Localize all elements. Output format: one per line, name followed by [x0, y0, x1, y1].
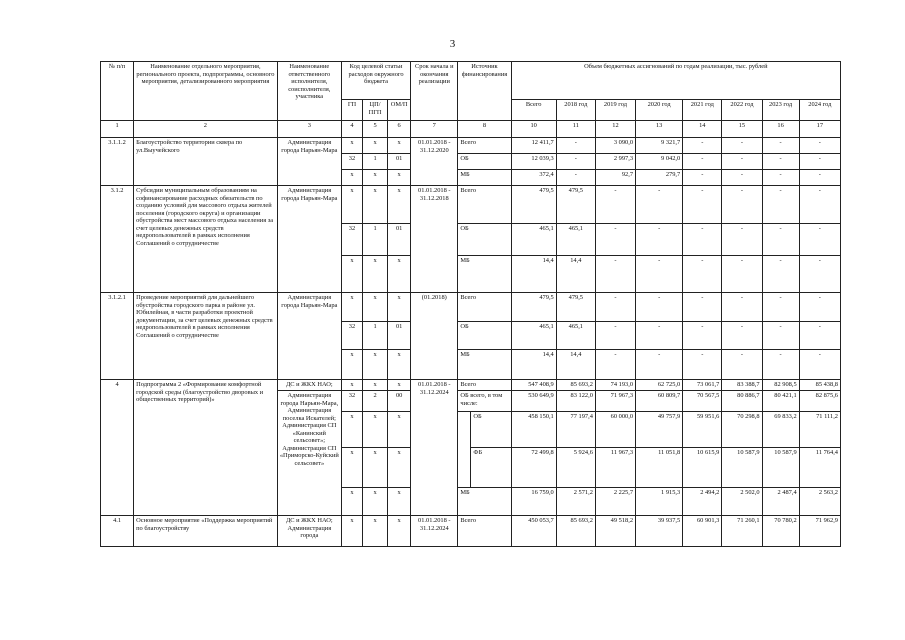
code-cp: х [363, 293, 388, 322]
value-2023: - [762, 170, 799, 186]
value-total: 458 150,1 [511, 412, 556, 448]
funding-source: МБ [458, 170, 511, 186]
row-responsible-list: Администрация города Нарьян-Мара, Администрация поселка Искателей; Администрация СП «Канинский сельсовет»; Администрация СП «Приморско-Куйский сельсовет» [277, 391, 341, 516]
value-total: 14,4 [511, 350, 556, 380]
table-row [101, 293, 841, 322]
value-2023: - [762, 256, 799, 293]
value-2020: 62 725,0 [636, 380, 683, 391]
column-number: 2 [134, 121, 278, 138]
row-responsible: Администрация города Нарьян-Мара [277, 138, 341, 186]
value-2020: 9 042,0 [636, 154, 683, 170]
code-om: х [388, 293, 411, 322]
code-gp: х [341, 448, 362, 488]
funding-source: МБ [458, 256, 511, 293]
funding-source: Всего [458, 293, 511, 322]
value-2021: 70 567,5 [683, 391, 722, 412]
column-number: 12 [595, 121, 635, 138]
value-2019: 92,7 [595, 170, 635, 186]
value-2020: - [636, 256, 683, 293]
value-2022: - [722, 293, 762, 322]
code-cp: х [363, 516, 388, 547]
code-om: х [388, 380, 411, 391]
value-2018: 479,5 [556, 186, 595, 224]
value-total: 465,1 [511, 322, 556, 350]
row-period: 01.01.2018 - 31.12.2024 [411, 380, 458, 516]
code-om: х [388, 186, 411, 224]
column-number: 13 [636, 121, 683, 138]
table-row [101, 186, 841, 224]
value-2024: - [799, 350, 840, 380]
header-year: 2019 год [595, 100, 635, 121]
column-number: 10 [511, 121, 556, 138]
code-om: х [388, 488, 411, 516]
value-2023: - [762, 322, 799, 350]
code-cp: 1 [363, 154, 388, 170]
row-number: 4 [101, 380, 134, 516]
value-2019: - [595, 350, 635, 380]
row-name: Проведение мероприятий для дальнейшего обустройства городского парка в районе ул. Юбилейная, в части разработки проектной документации, за счет целевых денежных средств недропользователей в рамках исполнения Соглашений о сотрудничестве [134, 293, 278, 380]
code-om: 00 [388, 391, 411, 412]
code-cp: х [363, 138, 388, 154]
value-2021: 59 951,6 [683, 412, 722, 448]
value-total: 479,5 [511, 293, 556, 322]
funding-source: ОБ [458, 322, 511, 350]
value-2022: - [722, 138, 762, 154]
header-name: Наименование отдельного мероприятия, регионального проекта, подпрограммы, основного мероприятия, детализированного мероприятия [134, 62, 278, 121]
value-2021: 73 061,7 [683, 380, 722, 391]
code-gp: 32 [341, 224, 362, 256]
column-number: 15 [722, 121, 762, 138]
value-2020: - [636, 350, 683, 380]
value-2024: 71 962,9 [799, 516, 840, 547]
code-gp: х [341, 138, 362, 154]
header-row [101, 62, 841, 100]
header-year: 2020 год [636, 100, 683, 121]
code-gp: х [341, 412, 362, 448]
code-om: х [388, 412, 411, 448]
code-cp: х [363, 380, 388, 391]
header-target-code: Код целевой статьи расходов окружного бюджета [341, 62, 410, 100]
value-2020: - [636, 186, 683, 224]
value-2024: - [799, 224, 840, 256]
value-2019: 74 193,0 [595, 380, 635, 391]
column-number: 5 [363, 121, 388, 138]
header-om: ОМ/П [388, 100, 411, 121]
code-om: 01 [388, 154, 411, 170]
column-number: 3 [277, 121, 341, 138]
column-number: 11 [556, 121, 595, 138]
value-2024: 82 875,6 [799, 391, 840, 412]
header-cp: ЦП/ПГП [363, 100, 388, 121]
value-2022: 2 502,0 [722, 488, 762, 516]
value-2020: 11 051,8 [636, 448, 683, 488]
code-cp: х [363, 448, 388, 488]
value-2023: 69 833,2 [762, 412, 799, 448]
code-om: х [388, 516, 411, 547]
row-name: Субсидии муниципальным образованиям на софинансирование расходных обязательств по созданию условий для массового отдыха жителей поселения (городского округа) и организации обустройства мест массового отдыха населения за счет целевых денежных средств недропользователей в рамках исполнения Соглашений о сотрудничестве [134, 186, 278, 293]
value-2021: - [683, 224, 722, 256]
value-2020: - [636, 224, 683, 256]
code-cp: х [363, 186, 388, 224]
row-number: 3.1.2 [101, 186, 134, 293]
code-cp: 1 [363, 322, 388, 350]
value-2023: 10 587,9 [762, 448, 799, 488]
row-responsible: ДС и ЖКХ НАО; Администрация города [277, 516, 341, 547]
value-2024: 71 111,2 [799, 412, 840, 448]
value-2018: 14,4 [556, 256, 595, 293]
table-row [101, 380, 841, 391]
value-2021: 10 615,9 [683, 448, 722, 488]
value-2023: - [762, 138, 799, 154]
value-2024: 85 438,8 [799, 380, 840, 391]
header-source: Источник финансирования [458, 62, 511, 121]
code-cp: 2 [363, 391, 388, 412]
value-total: 450 053,7 [511, 516, 556, 547]
row-period: 01.01.2018 - 31.12.2018 [411, 186, 458, 293]
header-budget-volume: Объем бюджетных ассигнований по годам реализации, тыс. рублей [511, 62, 840, 100]
column-number: 6 [388, 121, 411, 138]
code-gp: х [341, 380, 362, 391]
value-total: 372,4 [511, 170, 556, 186]
value-total: 16 759,0 [511, 488, 556, 516]
row-period: 01.01.2018 - 31.12.2024 [411, 516, 458, 547]
header-responsible: Наименование ответственного исполнителя, соисполнителя, участника [277, 62, 341, 121]
value-2018: 465,1 [556, 322, 595, 350]
code-cp: х [363, 488, 388, 516]
row-responsible: Администрация города Нарьян-Мара [277, 186, 341, 293]
value-2022: 10 587,9 [722, 448, 762, 488]
value-2019: - [595, 224, 635, 256]
value-2020: - [636, 293, 683, 322]
value-2023: - [762, 293, 799, 322]
value-2023: - [762, 350, 799, 380]
value-2019: 60 000,0 [595, 412, 635, 448]
row-period: (01.2018) [411, 293, 458, 380]
value-2024: - [799, 322, 840, 350]
code-gp: 32 [341, 322, 362, 350]
column-number: 4 [341, 121, 362, 138]
table-row [101, 138, 841, 154]
value-2020: 60 809,7 [636, 391, 683, 412]
funding-source: Всего [458, 516, 511, 547]
value-2024: - [799, 293, 840, 322]
funding-source: ФБ [471, 448, 511, 488]
value-2023: 82 908,5 [762, 380, 799, 391]
code-gp: 32 [341, 391, 362, 412]
code-om: х [388, 448, 411, 488]
column-number: 16 [762, 121, 799, 138]
value-total: 547 408,9 [511, 380, 556, 391]
row-name: Благоустройство территории сквера по ул.Выучейского [134, 138, 278, 186]
value-2018: 85 693,2 [556, 380, 595, 391]
value-2023: 80 421,1 [762, 391, 799, 412]
code-gp: х [341, 293, 362, 322]
value-2020: 9 321,7 [636, 138, 683, 154]
value-2023: 70 780,2 [762, 516, 799, 547]
value-2022: - [722, 350, 762, 380]
value-2023: - [762, 224, 799, 256]
value-total: 465,1 [511, 224, 556, 256]
value-2022: - [722, 170, 762, 186]
header-gp: ГП [341, 100, 362, 121]
value-total: 530 649,9 [511, 391, 556, 412]
value-2024: 11 764,4 [799, 448, 840, 488]
code-om: 01 [388, 322, 411, 350]
value-total: 12 411,7 [511, 138, 556, 154]
value-2022: - [722, 154, 762, 170]
funding-source: ОБ [458, 224, 511, 256]
value-2019: 71 967,3 [595, 391, 635, 412]
header-year: 2023 год [762, 100, 799, 121]
value-2019: 2 997,3 [595, 154, 635, 170]
page-number: 3 [449, 38, 456, 50]
row-number: 4.1 [101, 516, 134, 547]
value-2021: - [683, 350, 722, 380]
code-gp: х [341, 186, 362, 224]
column-number: 1 [101, 121, 134, 138]
funding-source: Всего [458, 380, 511, 391]
code-gp: х [341, 170, 362, 186]
column-number: 17 [799, 121, 840, 138]
column-number: 7 [411, 121, 458, 138]
value-2021: 2 494,2 [683, 488, 722, 516]
header-number: № п/п [101, 62, 134, 121]
value-total: 14,4 [511, 256, 556, 293]
value-2018: 14,4 [556, 350, 595, 380]
value-2023: - [762, 186, 799, 224]
value-2018: 85 693,2 [556, 516, 595, 547]
column-number: 14 [683, 121, 722, 138]
code-gp: х [341, 488, 362, 516]
value-total: 12 039,3 [511, 154, 556, 170]
source-indent [458, 412, 471, 488]
value-2019: - [595, 186, 635, 224]
value-2018: 77 197,4 [556, 412, 595, 448]
header-year: 2022 год [722, 100, 762, 121]
value-2019: - [595, 322, 635, 350]
code-gp: 32 [341, 154, 362, 170]
value-2024: - [799, 154, 840, 170]
value-2023: 2 487,4 [762, 488, 799, 516]
funding-source: МБ [458, 350, 511, 380]
table-row [101, 516, 841, 547]
value-2022: - [722, 256, 762, 293]
value-2021: 60 901,3 [683, 516, 722, 547]
code-om: 01 [388, 224, 411, 256]
column-numbers-row [101, 121, 841, 138]
row-number: 3.1.2.1 [101, 293, 134, 380]
funding-source: ОБ всего, в том числе: [458, 391, 511, 412]
value-2018: 5 924,6 [556, 448, 595, 488]
value-2021: - [683, 256, 722, 293]
value-2024: - [799, 138, 840, 154]
row-period: 01.01.2018 - 31.12.2020 [411, 138, 458, 186]
value-2022: - [722, 186, 762, 224]
header-year: Всего [511, 100, 556, 121]
value-2023: - [762, 154, 799, 170]
column-number: 8 [458, 121, 511, 138]
funding-source: ОБ [458, 154, 511, 170]
value-2020: 39 937,5 [636, 516, 683, 547]
value-2019: 11 967,3 [595, 448, 635, 488]
code-cp: х [363, 412, 388, 448]
value-2019: - [595, 256, 635, 293]
code-om: х [388, 350, 411, 380]
value-2022: 71 260,1 [722, 516, 762, 547]
value-2022: - [722, 224, 762, 256]
row-responsible: ДС и ЖКХ НАО; [277, 380, 341, 391]
value-2021: - [683, 154, 722, 170]
code-om: х [388, 170, 411, 186]
code-gp: х [341, 516, 362, 547]
code-gp: х [341, 350, 362, 380]
value-2022: 80 886,7 [722, 391, 762, 412]
code-cp: х [363, 256, 388, 293]
value-2019: 3 090,0 [595, 138, 635, 154]
code-om: х [388, 256, 411, 293]
row-responsible: Администрация города Нарьян-Мара [277, 293, 341, 380]
value-2022: - [722, 322, 762, 350]
value-2019: - [595, 293, 635, 322]
value-2024: - [799, 186, 840, 224]
value-2018: 83 122,0 [556, 391, 595, 412]
value-2018: - [556, 138, 595, 154]
value-2020: 279,7 [636, 170, 683, 186]
value-2022: 83 388,7 [722, 380, 762, 391]
code-om: х [388, 138, 411, 154]
value-2020: 1 915,3 [636, 488, 683, 516]
row-name: Подпрограмма 2 «Формирование комфортной городской среды (благоустройство дворовых и общественных территорий)» [134, 380, 278, 516]
value-2018: - [556, 170, 595, 186]
code-cp: 1 [363, 224, 388, 256]
value-2021: - [683, 293, 722, 322]
value-2024: - [799, 256, 840, 293]
value-2019: 49 518,2 [595, 516, 635, 547]
header-year: 2021 год [683, 100, 722, 121]
row-number: 3.1.1.2 [101, 138, 134, 186]
value-2018: - [556, 154, 595, 170]
value-total: 72 499,8 [511, 448, 556, 488]
value-2018: 479,5 [556, 293, 595, 322]
value-2021: - [683, 138, 722, 154]
value-2020: 49 757,9 [636, 412, 683, 448]
value-2018: 465,1 [556, 224, 595, 256]
value-2021: - [683, 186, 722, 224]
row-name: Основное мероприятие «Поддержка мероприятий по благоустройству [134, 516, 278, 547]
code-cp: х [363, 170, 388, 186]
code-cp: х [363, 350, 388, 380]
header-year: 2024 год [799, 100, 840, 121]
value-2019: 2 225,7 [595, 488, 635, 516]
funding-source: ОБ [471, 412, 511, 448]
value-2024: - [799, 170, 840, 186]
value-2021: - [683, 170, 722, 186]
value-2020: - [636, 322, 683, 350]
budget-table [100, 61, 841, 547]
value-2021: - [683, 322, 722, 350]
funding-source: Всего [458, 138, 511, 154]
value-2022: 70 298,8 [722, 412, 762, 448]
code-gp: х [341, 256, 362, 293]
value-total: 479,5 [511, 186, 556, 224]
funding-source: МБ [458, 488, 511, 516]
value-2018: 2 571,2 [556, 488, 595, 516]
funding-source: Всего [458, 186, 511, 224]
header-period: Срок начала и окончания реализации [411, 62, 458, 121]
value-2024: 2 563,2 [799, 488, 840, 516]
header-year: 2018 год [556, 100, 595, 121]
